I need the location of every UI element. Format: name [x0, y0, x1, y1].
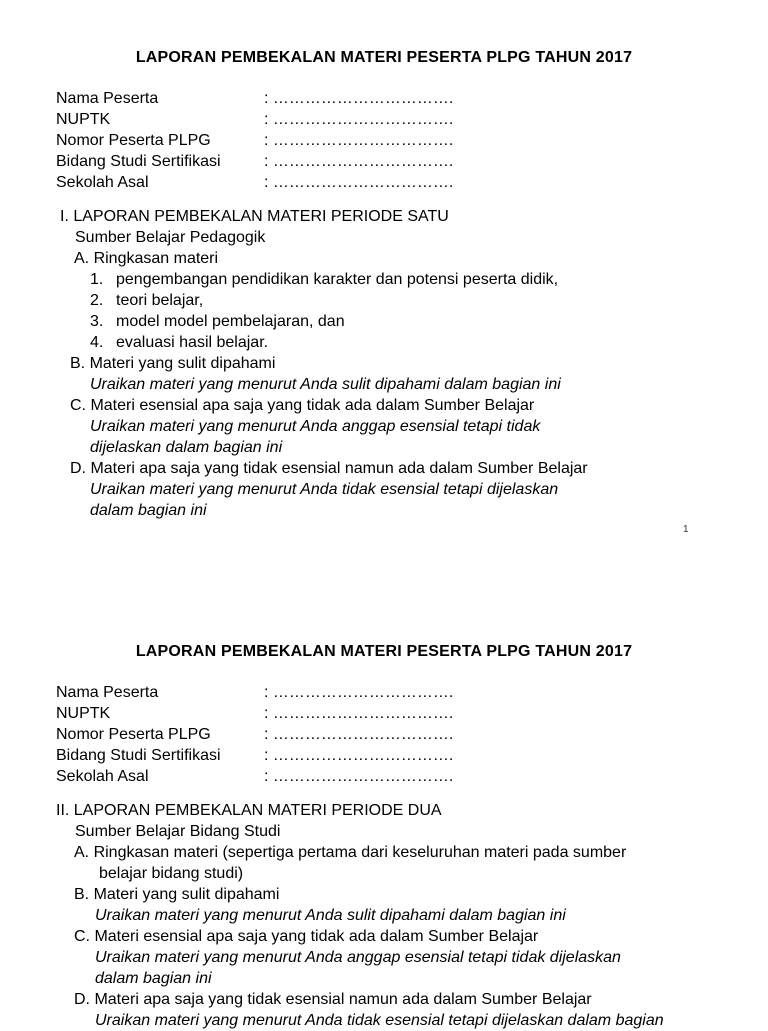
list-text: model model pembelajaran, dan	[116, 313, 345, 330]
list-text: pengembangan pendidikan karakter dan potensi peserta didik,	[116, 271, 559, 288]
subsection-b-instruction: Uraikan materi yang menurut Anda sulit dipahami dalam bagian ini	[95, 907, 566, 924]
field-label: Nama Peserta	[56, 684, 159, 701]
section-heading: I. LAPORAN PEMBEKALAN MATERI PERIODE SATU	[60, 208, 449, 225]
subsection-d-heading: D. Materi apa saja yang tidak esensial namun ada dalam Sumber Belajar	[74, 991, 592, 1008]
section-heading: II. LAPORAN PEMBEKALAN MATERI PERIODE DUA	[56, 802, 442, 819]
source-label: Sumber Belajar Bidang Studi	[75, 823, 281, 840]
list-item	[56, 290, 736, 311]
subsection-b-instruction: Uraikan materi yang menurut Anda sulit dipahami dalam bagian ini	[90, 376, 561, 393]
list-number: 1.	[90, 271, 104, 288]
field-row-sekolah	[56, 172, 453, 193]
subsection-b-heading: B. Materi yang sulit dipahami	[70, 355, 276, 372]
subsection-a-heading: A. Ringkasan materi	[74, 250, 219, 267]
subsection-d-instruction: Uraikan materi yang menurut Anda tidak esensial tetapi dijelaskan	[90, 481, 559, 498]
participant-fields	[56, 682, 453, 787]
list-item	[56, 311, 736, 332]
field-label: Bidang Studi Sertifikasi	[56, 153, 221, 170]
field-label: Nama Peserta	[56, 90, 159, 107]
field-row-nuptk	[56, 703, 453, 724]
list-number: 2.	[90, 292, 104, 309]
field-value: : …………………………….	[264, 684, 454, 701]
subsection-c-heading: C. Materi esensial apa saja yang tidak ada dalam Sumber Belajar	[70, 397, 535, 414]
list-text: teori belajar,	[116, 292, 204, 309]
page-title: LAPORAN PEMBEKALAN MATERI PESERTA PLPG TAHUN 2017	[135, 643, 633, 660]
field-value: : …………………………….	[264, 705, 454, 722]
page-title: LAPORAN PEMBEKALAN MATERI PESERTA PLPG TAHUN 2017	[135, 49, 633, 66]
list-item	[56, 269, 736, 290]
field-label: NUPTK	[56, 111, 111, 128]
page-number: 1	[683, 524, 689, 535]
field-row-bidang	[56, 745, 453, 766]
field-row-bidang	[56, 151, 453, 172]
field-value: : …………………………….	[264, 132, 454, 149]
list-item	[56, 332, 736, 353]
field-value: : …………………………….	[264, 90, 454, 107]
list-number: 3.	[90, 313, 104, 330]
subsection-d-instruction-cont: dalam bagian ini	[90, 502, 207, 519]
field-label: Sekolah Asal	[56, 174, 149, 191]
subsection-d-instruction: Uraikan materi yang menurut Anda tidak esensial tetapi dijelaskan dalam bagian	[95, 1012, 664, 1029]
source-label: Sumber Belajar Pedagogik	[75, 229, 266, 246]
field-label: Nomor Peserta PLPG	[56, 132, 211, 149]
field-row-nama	[56, 682, 453, 703]
participant-fields	[56, 88, 453, 193]
subsection-c-instruction: Uraikan materi yang menurut Anda anggap esensial tetapi tidak	[90, 418, 541, 435]
subsection-c-instruction: Uraikan materi yang menurut Anda anggap esensial tetapi tidak dijelaskan	[95, 949, 621, 966]
field-row-nomor	[56, 724, 453, 745]
subsection-c-instruction-cont: dijelaskan dalam bagian ini	[90, 439, 283, 456]
field-label: Nomor Peserta PLPG	[56, 726, 211, 743]
field-value: : …………………………….	[264, 768, 454, 785]
report-body	[56, 206, 736, 521]
field-row-nomor	[56, 130, 453, 151]
report-body	[56, 800, 736, 1031]
subsection-c-heading: C. Materi esensial apa saja yang tidak ada dalam Sumber Belajar	[74, 928, 539, 945]
subsection-a-heading: A. Ringkasan materi (sepertiga pertama dari keseluruhan materi pada sumber	[74, 844, 627, 861]
subsection-d-heading: D. Materi apa saja yang tidak esensial namun ada dalam Sumber Belajar	[70, 460, 588, 477]
subsection-a-heading-cont: belajar bidang studi)	[99, 865, 244, 882]
field-label: NUPTK	[56, 705, 111, 722]
field-label: Sekolah Asal	[56, 768, 149, 785]
subsection-b-heading: B. Materi yang sulit dipahami	[74, 886, 280, 903]
field-row-nama	[56, 88, 453, 109]
field-value: : …………………………….	[264, 111, 454, 128]
field-value: : …………………………….	[264, 726, 454, 743]
document-page-2	[0, 594, 768, 1029]
field-row-sekolah	[56, 766, 453, 787]
field-row-nuptk	[56, 109, 453, 130]
list-number: 4.	[90, 334, 104, 351]
field-value: : …………………………….	[264, 153, 454, 170]
subsection-c-instruction-cont: dalam bagian ini	[95, 970, 212, 987]
field-value: : …………………………….	[264, 174, 454, 191]
field-label: Bidang Studi Sertifikasi	[56, 747, 221, 764]
field-value: : …………………………….	[264, 747, 454, 764]
list-text: evaluasi hasil belajar.	[116, 334, 269, 351]
